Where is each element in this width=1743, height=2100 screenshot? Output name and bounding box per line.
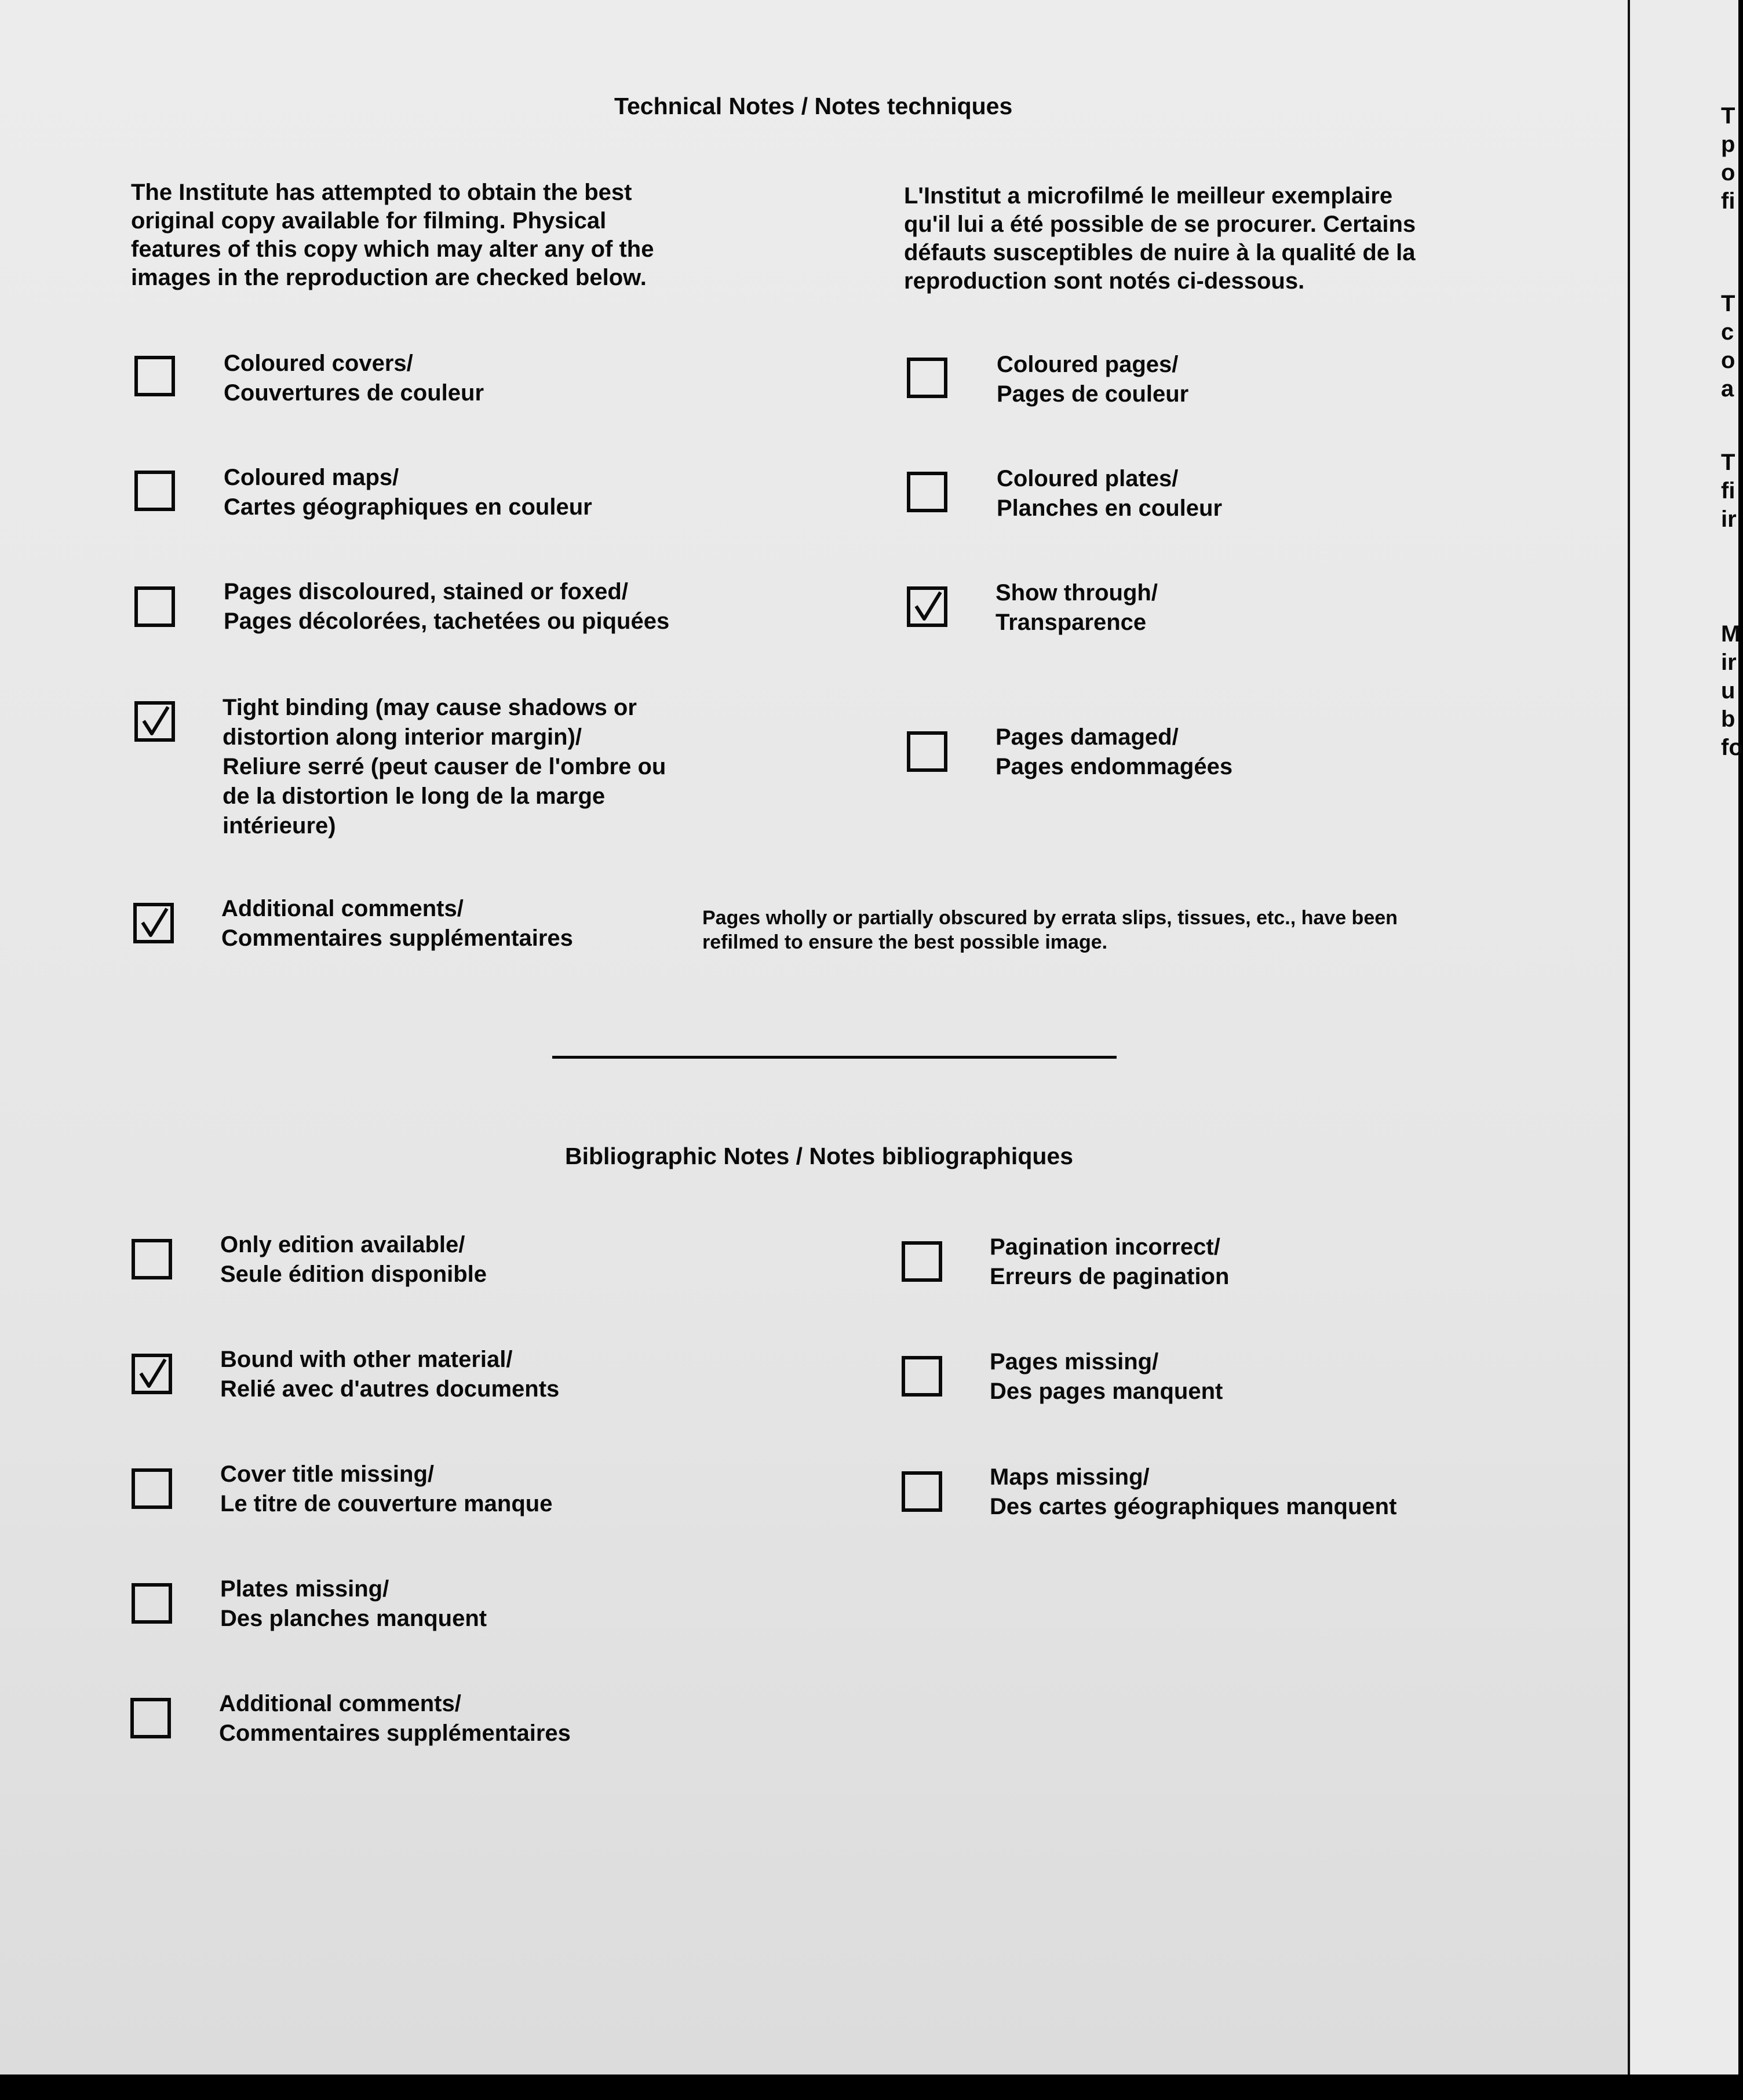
label-additional-comments-bibliographic: Additional comments/ Commentaires supplémentaires xyxy=(219,1691,571,1746)
checkbox-pagination-incorrect[interactable] xyxy=(902,1241,942,1282)
check-mark-icon xyxy=(139,706,170,737)
adjacent-page-edge xyxy=(1631,0,1743,2075)
label-pages-missing: Pages missing/ Des pages manquent xyxy=(990,1349,1223,1404)
label-additional-comments-technical: Additional comments/ Commentaires supplémentaires xyxy=(221,896,573,951)
checkbox-only-edition[interactable] xyxy=(132,1239,172,1279)
checkbox-plates-missing[interactable] xyxy=(132,1583,172,1624)
label-show-through: Show through/ Transparence xyxy=(996,580,1158,635)
checkbox-pages-missing[interactable] xyxy=(902,1356,942,1397)
label-coloured-pages: Coloured pages/ Pages de couleur xyxy=(997,352,1189,407)
checkbox-pages-discoloured[interactable] xyxy=(134,586,175,627)
label-tight-binding: Tight binding (may cause shadows or distortion along interior margin)/ Reliure serré (peut causer de l'ombre ou de la distortion le long de la marge intérieure) xyxy=(223,695,666,838)
checkbox-coloured-maps[interactable] xyxy=(134,471,175,511)
technical-notes-heading: Technical Notes / Notes techniques xyxy=(614,93,1013,119)
label-bound-with-other: Bound with other material/ Relié avec d'autres documents xyxy=(220,1347,560,1402)
checkbox-bound-with-other[interactable] xyxy=(132,1354,172,1394)
checkbox-cover-title-missing[interactable] xyxy=(132,1468,172,1509)
label-pages-damaged: Pages damaged/ Pages endommagées xyxy=(996,724,1233,779)
check-mark-icon xyxy=(138,907,169,939)
checkbox-maps-missing[interactable] xyxy=(902,1471,942,1512)
edge-fragment-4: M ir u b fo xyxy=(1721,621,1743,760)
checkbox-show-through[interactable] xyxy=(907,586,947,627)
intro-english: The Institute has attempted to obtain the best original copy available for filming. Physical features of this copy which may alter any of the images in the reproduction are checked below. xyxy=(131,180,654,290)
checkbox-coloured-covers[interactable] xyxy=(134,356,175,396)
label-pagination-incorrect: Pagination incorrect/ Erreurs de pagination xyxy=(990,1234,1230,1289)
edge-fragment-2: T c o a xyxy=(1721,291,1735,402)
bibliographic-notes-heading: Bibliographic Notes / Notes bibliographiques xyxy=(565,1143,1074,1169)
label-cover-title-missing: Cover title missing/ Le titre de couverture manque xyxy=(220,1461,553,1516)
label-coloured-plates: Coloured plates/ Planches en couleur xyxy=(997,466,1223,521)
checkbox-additional-comments-bibliographic[interactable] xyxy=(130,1698,171,1738)
label-maps-missing: Maps missing/ Des cartes géographiques manquent xyxy=(990,1464,1397,1519)
edge-fragment-1: T p o fi xyxy=(1721,103,1735,214)
label-coloured-covers: Coloured covers/ Couvertures de couleur xyxy=(224,351,484,406)
label-only-edition: Only edition available/ Seule édition disponible xyxy=(220,1232,487,1287)
label-plates-missing: Plates missing/ Des planches manquent xyxy=(220,1576,487,1631)
checkbox-coloured-pages[interactable] xyxy=(907,358,947,398)
check-mark-icon xyxy=(911,591,943,622)
section-divider xyxy=(552,1056,1117,1059)
label-pages-discoloured: Pages discoloured, stained or foxed/ Pages décolorées, tachetées ou piquées xyxy=(224,579,670,634)
page-fold-line xyxy=(1628,0,1630,2075)
edge-fragment-3: T fi ir xyxy=(1721,450,1737,532)
checkbox-tight-binding[interactable] xyxy=(134,701,175,742)
check-mark-icon xyxy=(136,1358,167,1390)
additional-comments-note: Pages wholly or partially obscured by errata slips, tissues, etc., have been refilmed to ensure the best possible image. xyxy=(702,907,1398,953)
intro-french: L'Institut a microfilmé le meilleur exemplaire qu'il lui a été possible de se procurer. Certains défauts susceptibles de nuire à la qualité de la reproduction sont notés ci-dessous. xyxy=(904,183,1416,294)
checkbox-coloured-plates[interactable] xyxy=(907,472,947,512)
label-coloured-maps: Coloured maps/ Cartes géographiques en couleur xyxy=(224,465,592,520)
checkbox-additional-comments-technical[interactable] xyxy=(133,903,174,943)
checkbox-pages-damaged[interactable] xyxy=(907,731,947,772)
